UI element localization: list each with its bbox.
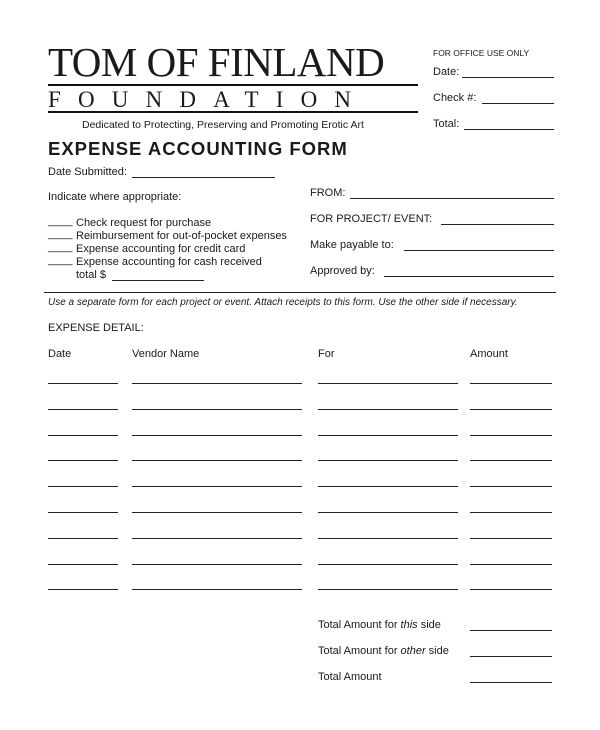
from-label: FROM: xyxy=(310,187,346,199)
expense-row-9-for-field[interactable] xyxy=(318,589,458,590)
expense-row-8-vendor-field[interactable] xyxy=(132,564,302,565)
expense-row-7-amount-field[interactable] xyxy=(470,538,552,539)
office-check-field[interactable] xyxy=(482,103,554,104)
expense-row-5-vendor-field[interactable] xyxy=(132,486,302,487)
approved-label: Approved by: xyxy=(310,265,375,277)
expense-row-2-vendor-field[interactable] xyxy=(132,409,302,410)
expense-row-4-amount-field[interactable] xyxy=(470,460,552,461)
indicate-label: Indicate where appropriate: xyxy=(48,191,182,203)
expense-row-9-amount-field[interactable] xyxy=(470,589,552,590)
total-amount-label: Total Amount xyxy=(318,671,382,683)
total-other-side-field[interactable] xyxy=(470,656,552,657)
expense-row-2-date-field[interactable] xyxy=(48,409,118,410)
expense-row-5-for-field[interactable] xyxy=(318,486,458,487)
checkbox-line-2[interactable]: ____ xyxy=(48,228,73,240)
column-header-amount: Amount xyxy=(470,348,508,360)
option-label-3: Expense accounting for credit card xyxy=(76,243,246,255)
expense-row-2-for-field[interactable] xyxy=(318,409,458,410)
expense-row-1-amount-field[interactable] xyxy=(470,383,552,384)
expense-row-6-amount-field[interactable] xyxy=(470,512,552,513)
expense-row-1-for-field[interactable] xyxy=(318,383,458,384)
cash-total-field[interactable] xyxy=(112,280,204,281)
option-label-2: Reimbursement for out-of-pocket expenses xyxy=(76,230,287,242)
checkbox-line-3[interactable]: ____ xyxy=(48,241,73,253)
from-field[interactable] xyxy=(350,198,554,199)
column-header-date: Date xyxy=(48,348,72,360)
expense-row-8-date-field[interactable] xyxy=(48,564,118,565)
header-rule-top xyxy=(48,84,418,86)
expense-row-4-date-field[interactable] xyxy=(48,460,118,461)
total-other-side-label xyxy=(318,645,449,657)
expense-row-3-vendor-field[interactable] xyxy=(132,435,302,436)
office-total-label: Total: xyxy=(433,118,460,130)
total-other-side-suffix: side xyxy=(425,645,449,657)
total-this-side-em: this xyxy=(400,619,418,631)
expense-row-1-vendor-field[interactable] xyxy=(132,383,302,384)
expense-row-6-for-field[interactable] xyxy=(318,512,458,513)
option-label-4: Expense accounting for cash received xyxy=(76,256,262,268)
expense-row-5-date-field[interactable] xyxy=(48,486,118,487)
total-this-side-prefix: Total Amount for xyxy=(318,619,401,631)
total-other-side-prefix: Total Amount for xyxy=(318,645,401,657)
expense-row-6-vendor-field[interactable] xyxy=(132,512,302,513)
expense-row-5-amount-field[interactable] xyxy=(470,486,552,487)
payable-label: Make payable to: xyxy=(310,239,394,251)
project-field[interactable] xyxy=(441,224,554,225)
office-check-label: Check #: xyxy=(433,92,477,104)
expense-row-9-vendor-field[interactable] xyxy=(132,589,302,590)
org-name: TOM OF FINLAND xyxy=(48,39,385,85)
total-other-side-em: other xyxy=(400,645,426,657)
expense-row-3-amount-field[interactable] xyxy=(470,435,552,436)
expense-row-8-amount-field[interactable] xyxy=(470,564,552,565)
project-label: FOR PROJECT/ EVENT: xyxy=(310,213,433,225)
office-date-field[interactable] xyxy=(462,77,554,78)
expense-row-7-date-field[interactable] xyxy=(48,538,118,539)
cash-total-label: total $ xyxy=(76,269,106,281)
expense-row-9-date-field[interactable] xyxy=(48,589,118,590)
expense-row-1-date-field[interactable] xyxy=(48,383,118,384)
section-divider xyxy=(44,292,556,293)
office-date-label: Date: xyxy=(433,66,460,78)
total-this-side-suffix: side xyxy=(417,619,441,631)
expense-row-3-date-field[interactable] xyxy=(48,435,118,436)
instructions-note: Use a separate form for each project or event. Attach receipts to this form. Use the other side if necessary. xyxy=(48,297,518,308)
expense-row-6-date-field[interactable] xyxy=(48,512,118,513)
column-header-vendor: Vendor Name xyxy=(132,348,200,360)
date-submitted-field[interactable] xyxy=(132,177,275,178)
checkbox-line-4[interactable]: ____ xyxy=(48,254,73,266)
checkbox-line-1[interactable]: ____ xyxy=(48,215,73,227)
tagline: Dedicated to Protecting, Preserving and Promoting Erotic Art xyxy=(82,119,364,131)
expense-row-7-vendor-field[interactable] xyxy=(132,538,302,539)
expense-row-4-for-field[interactable] xyxy=(318,460,458,461)
payable-field[interactable] xyxy=(404,250,554,251)
header-rule-bottom xyxy=(48,111,418,113)
total-amount-field[interactable] xyxy=(470,682,552,683)
office-total-field[interactable] xyxy=(464,129,554,130)
foundation-word: FOUNDATION xyxy=(48,87,369,112)
expense-detail-heading: EXPENSE DETAIL: xyxy=(48,322,144,334)
approved-field[interactable] xyxy=(384,276,554,277)
expense-row-3-for-field[interactable] xyxy=(318,435,458,436)
column-header-for: For xyxy=(318,348,335,360)
form-title: EXPENSE ACCOUNTING FORM xyxy=(48,138,348,159)
office-use-heading: FOR OFFICE USE ONLY xyxy=(433,48,530,58)
option-label-1: Check request for purchase xyxy=(76,217,212,229)
expense-row-2-amount-field[interactable] xyxy=(470,409,552,410)
total-this-side-label xyxy=(318,619,441,631)
expense-row-8-for-field[interactable] xyxy=(318,564,458,565)
expense-row-7-for-field[interactable] xyxy=(318,538,458,539)
total-this-side-field[interactable] xyxy=(470,630,552,631)
date-submitted-label: Date Submitted: xyxy=(48,166,127,178)
expense-row-4-vendor-field[interactable] xyxy=(132,460,302,461)
